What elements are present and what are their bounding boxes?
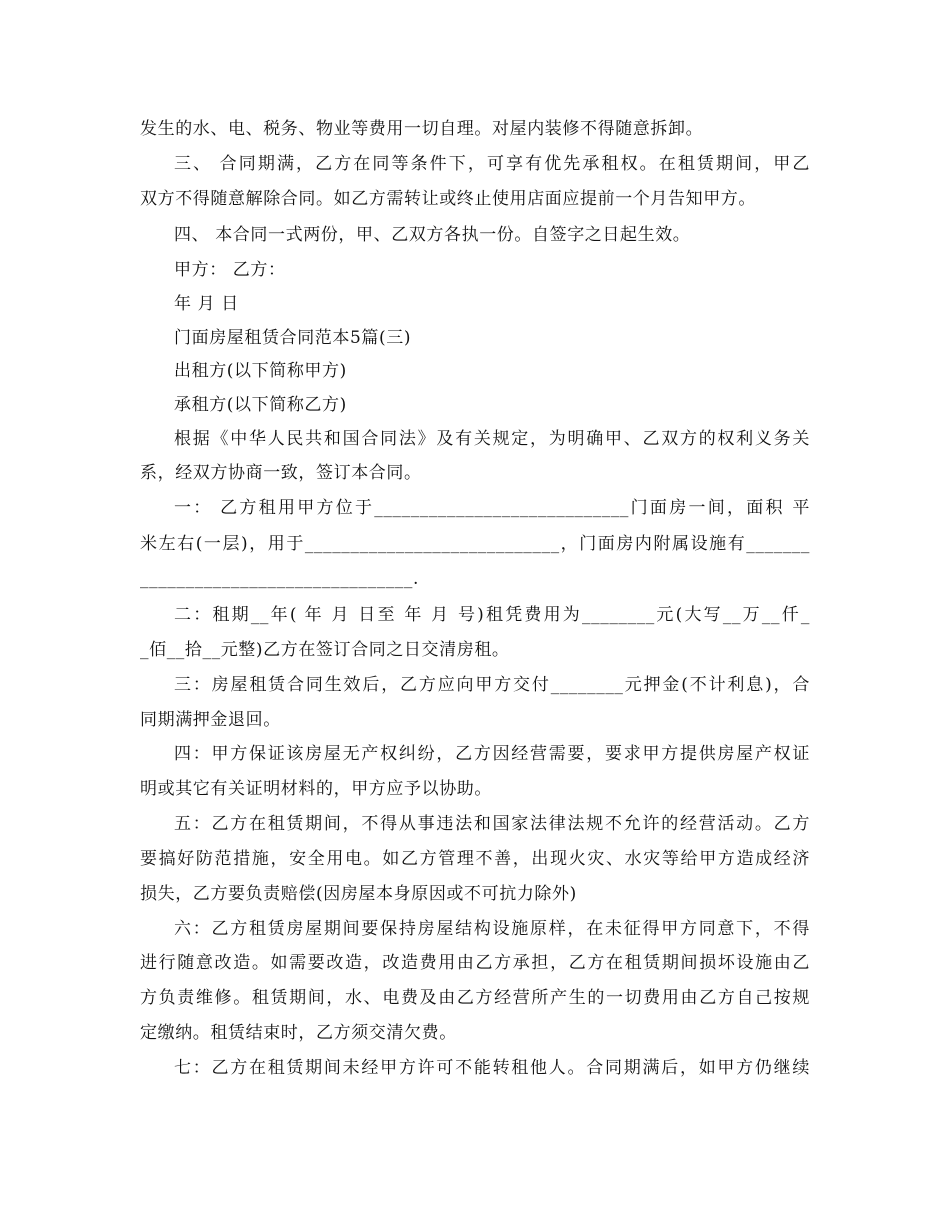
clause-7-line: 七：乙方在租赁期间未经甲方许可不能转租他人。合同期满后，如甲方仍继续 xyxy=(174,1058,810,1078)
text-line: 发生的水、电、税务、物业等费用一切自理。对屋内装修不得随意拆卸。 xyxy=(140,119,704,139)
text-line: 四、 本合同一式两份，甲、乙双方各执一份。自签字之日起生效。 xyxy=(174,225,691,245)
clause-6-line: 进行随意改造。如需要改造，改造费用由乙方承担，乙方在租赁期间损坏设施由乙 xyxy=(140,953,810,973)
signature-line: 甲方： 乙方： xyxy=(174,260,286,280)
clause-6-line: 六：乙方租赁房屋期间要保持房屋结构设施原样，在未征得甲方同意下，不得 xyxy=(174,919,810,939)
text-line: 双方不得随意解除合同。如乙方需转让或终止使用店面应提前一个月告知甲方。 xyxy=(140,189,756,209)
clause-6-line: 方负责维修。租赁期间，水、电费及由乙方经营所产生的一切费用由乙方自己按规 xyxy=(140,988,810,1008)
text-line: 三、 合同期满，乙方在同等条件下，可享有优先承租权。在租赁期间，甲乙 xyxy=(174,154,810,174)
text-line: 根据《中华人民共和国合同法》及有关规定，为明确甲、乙双方的权利义务关 xyxy=(174,429,810,449)
date-line: 年 月 日 xyxy=(174,294,239,314)
clause-5-line: 要搞好防范措施，安全用电。如乙方管理不善，出现火灾、水灾等给甲方造成经济 xyxy=(140,849,810,869)
text-line: 系，经双方协商一致，签订本合同。 xyxy=(140,463,422,483)
section-title: 门面房屋租赁合同范本5篇(三) xyxy=(174,328,412,348)
clause-3-line: 三：房屋租赁合同生效后，乙方应向甲方交付________元押金(不计利息)，合 xyxy=(174,675,810,695)
clause-4-line: 明或其它有关证明材料的，甲方应予以协助。 xyxy=(140,779,492,799)
clause-1-line: 米左右(一层)，用于____________________________，门面房内附属设施有_______ xyxy=(140,534,810,554)
clause-5-line: 五：乙方在租赁期间，不得从事违法和国家法律法规不允许的经营活动。乙方 xyxy=(174,814,810,834)
lessor-line: 出租方(以下简称甲方) xyxy=(174,361,347,381)
clause-6-line: 定缴纳。租赁结束时，乙方须交清欠费。 xyxy=(140,1023,457,1043)
clause-2-line: 二：租期__年( 年 月 日至 年 月 号)租凭费用为________元(大写__万__仟_ xyxy=(174,605,810,625)
clause-3-line: 同期满押金退回。 xyxy=(140,710,281,730)
lessee-line: 承租方(以下简称乙方) xyxy=(174,395,347,415)
clause-4-line: 四：甲方保证该房屋无产权纠纷，乙方因经营需要，要求甲方提供房屋产权证 xyxy=(174,744,810,764)
clause-5-line: 损失，乙方要负责赔偿(因房屋本身原因或不可抗力除外) xyxy=(140,884,577,904)
clause-1-line: 一： 乙方租用甲方位于____________________________门面房一间，面积 平 xyxy=(174,498,810,518)
clause-2-line: _佰__拾__元整)乙方在签订合同之日交清房租。 xyxy=(140,640,510,660)
clause-1-line: ______________________________. xyxy=(140,569,420,589)
